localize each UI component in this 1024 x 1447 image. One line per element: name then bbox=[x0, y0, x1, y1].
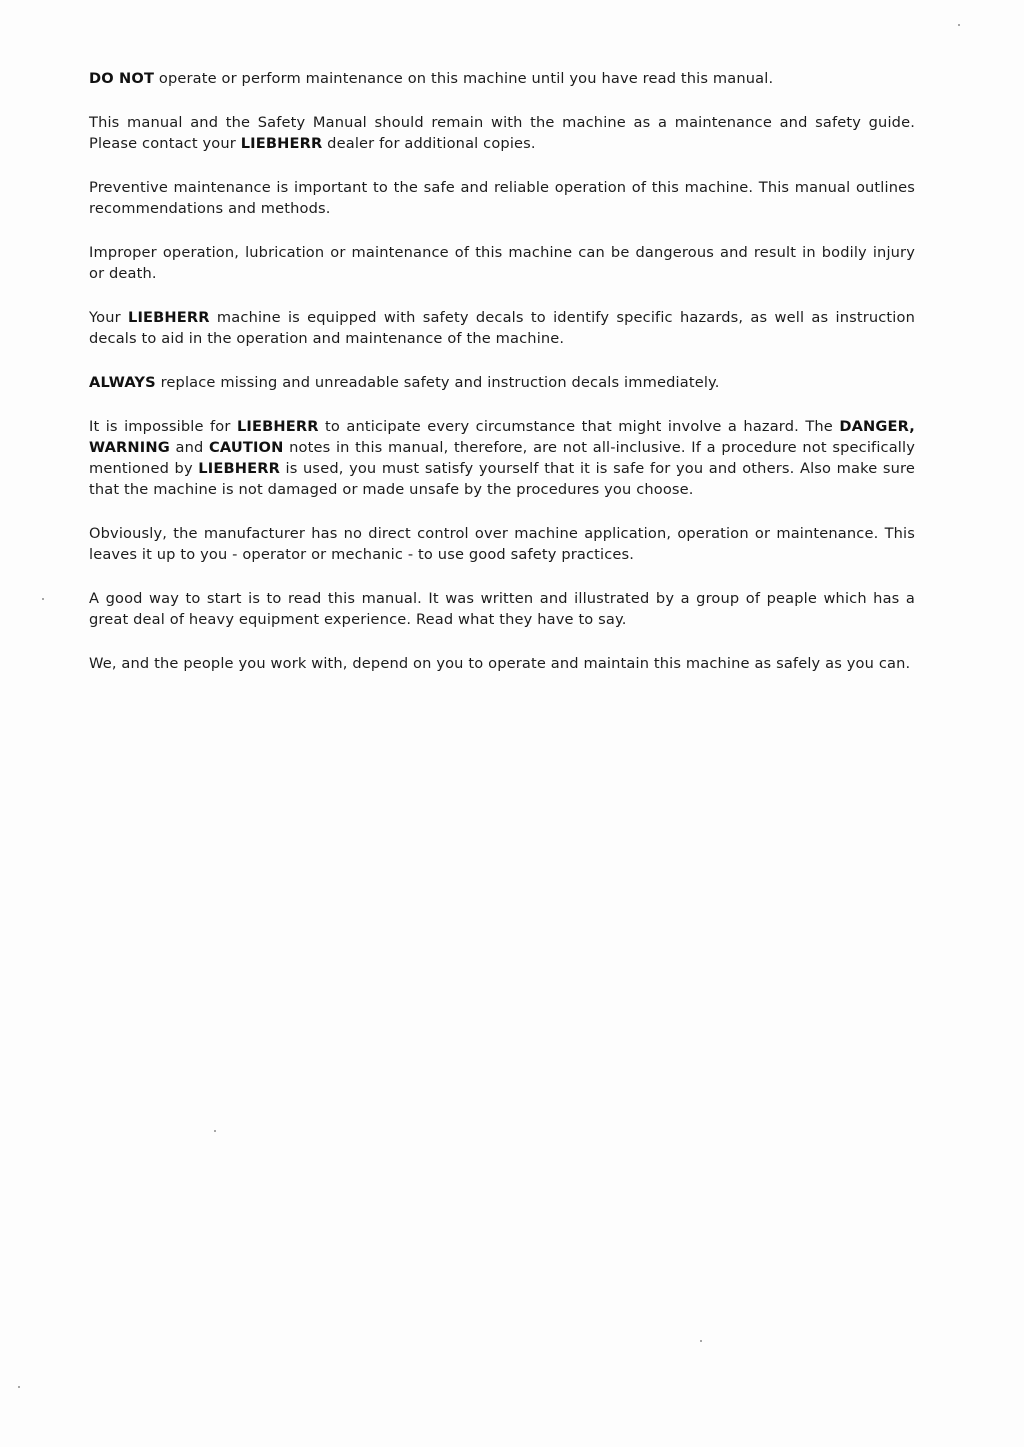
emphasis-text: CAUTION bbox=[209, 439, 284, 456]
paragraph-text: This manual and the Safety Manual should remain with the machine as a maintenance and safety guide. Please contact your bbox=[89, 114, 915, 152]
paragraph bbox=[89, 372, 915, 393]
paragraph-text: operate or perform maintenance on this machine until you have read this manual. bbox=[154, 70, 774, 87]
paragraph-text: notes in this manual, therefore, are not all-inclusive. If a procedure not specifically mentioned by bbox=[89, 439, 915, 477]
paragraph-text: We, and the people you work with, depend on you to operate and maintain this machine as safely as you can. bbox=[89, 655, 911, 672]
paragraph-text: replace missing and unreadable safety and instruction decals immediately. bbox=[155, 374, 720, 391]
paragraph bbox=[89, 307, 915, 349]
paragraph-text: A good way to start is to read this manual. It was written and illustrated by a group of peaple which has a great deal of heavy equipment experience. Read what they have to say. bbox=[89, 590, 915, 628]
paragraph bbox=[89, 112, 915, 154]
paragraph bbox=[89, 588, 915, 630]
paragraph bbox=[89, 416, 915, 500]
paragraph bbox=[89, 242, 915, 284]
paragraph-text: Improper operation, lubrication or maintenance of this machine can be dangerous and result in bodily injury or death. bbox=[89, 244, 915, 282]
emphasis-text: ALWAYS bbox=[89, 374, 156, 391]
paragraph-text: dealer for additional copies. bbox=[322, 135, 536, 152]
paragraph bbox=[89, 523, 915, 565]
emphasis-text: DO NOT bbox=[89, 70, 155, 87]
document-body bbox=[89, 68, 915, 697]
emphasis-text: LIEBHERR bbox=[236, 418, 319, 435]
emphasis-text: LIEBHERR bbox=[198, 460, 280, 477]
paragraph-text: It is impossible for bbox=[89, 418, 237, 435]
scan-speck bbox=[214, 1130, 216, 1132]
scan-speck bbox=[18, 1386, 20, 1388]
paragraph bbox=[89, 177, 915, 219]
emphasis-text: LIEBHERR bbox=[128, 309, 210, 326]
emphasis-text: LIEBHERR bbox=[240, 135, 323, 152]
scan-speck bbox=[42, 598, 44, 600]
paragraph-text: Your bbox=[89, 309, 128, 326]
emphasis-text: DANGER, WARNING bbox=[89, 418, 915, 456]
paragraph-text: Obviously, the manufacturer has no direct control over machine application, operation or maintenance. This leaves it up to you - operator or mechanic - to use good safety practices. bbox=[89, 525, 915, 563]
paragraph bbox=[89, 68, 915, 89]
paragraph-text: machine is equipped with safety decals to identify specific hazards, as well as instruction decals to aid in the operation and maintenance of the machine. bbox=[89, 309, 915, 347]
scan-speck bbox=[958, 24, 960, 26]
paragraph-text: Preventive maintenance is important to the safe and reliable operation of this machine. This manual outlines recommendations and methods. bbox=[89, 179, 915, 217]
paragraph-text: to anticipate every circumstance that might involve a hazard. The bbox=[318, 418, 840, 435]
paragraph-text: and bbox=[169, 439, 210, 456]
paragraph-text: is used, you must satisfy yourself that it is safe for you and others. Also make sure that the machine is not damaged or made unsafe by the procedures you choose. bbox=[89, 460, 915, 498]
paragraph bbox=[89, 653, 915, 674]
scan-speck bbox=[700, 1340, 702, 1342]
